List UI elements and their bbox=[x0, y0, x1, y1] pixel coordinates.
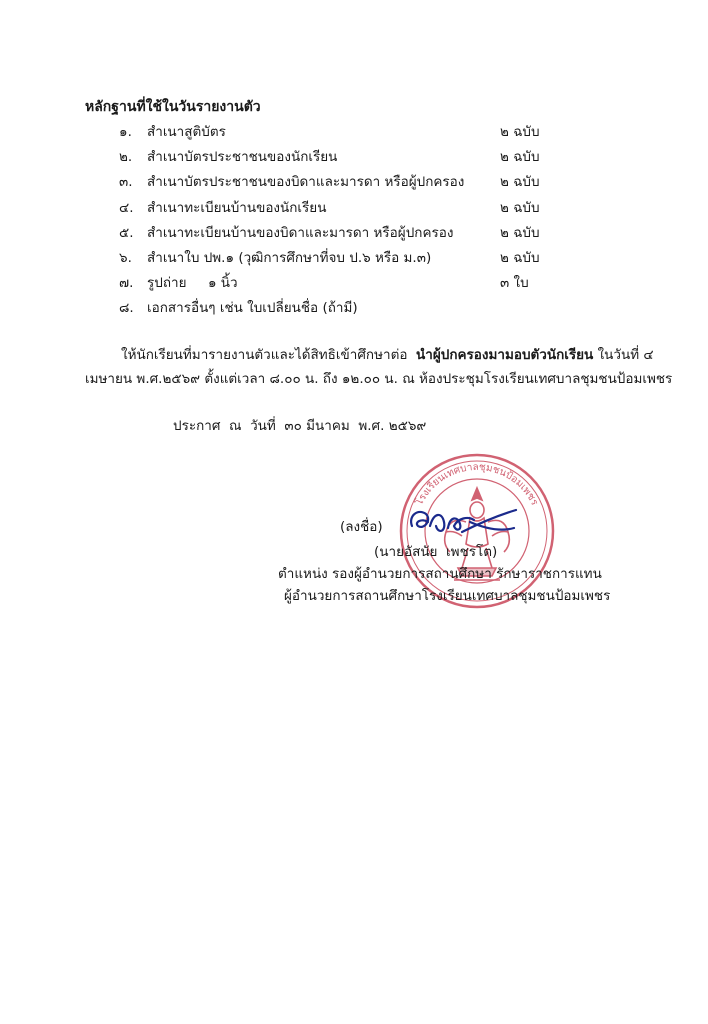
item-text: สำเนาสูติบัตร bbox=[147, 124, 226, 140]
item-text: สำเนาทะเบียนบ้านของนักเรียน bbox=[147, 199, 327, 216]
signatory-name: (นายอัสนัย เพชรโต) bbox=[374, 544, 498, 560]
signatory-position: ตำแหน่ง รองผู้อำนวยการสถานศึกษา รักษาราชการแทน bbox=[278, 566, 602, 582]
instruction-emphasis: นำผู้ปกครองมามอบตัวนักเรียน bbox=[416, 347, 594, 363]
list-item bbox=[119, 172, 569, 197]
instruction-paragraph-continued: เมษายน พ.ศ.๒๕๖๙ ตั้งแต่เวลา ๘.๐๐ น. ถึง ๑๒.๐๐ น. ณ ห้องประชุมโรงเรียนเทศบาลชุมชนป้อมเพชร bbox=[85, 371, 673, 387]
item-quantity: ๓ ใบ bbox=[500, 275, 529, 292]
list-item bbox=[119, 248, 569, 273]
list-item bbox=[119, 223, 569, 248]
list-item bbox=[119, 298, 569, 323]
item-number: ๓. bbox=[119, 174, 133, 191]
item-quantity: ๒ ฉบับ bbox=[500, 149, 540, 166]
section-heading: หลักฐานที่ใช้ในวันรายงานตัว bbox=[85, 99, 261, 115]
item-text: สำเนาบัตรประชาชนของนักเรียน bbox=[147, 149, 338, 166]
item-text: รูปถ่าย ๑ นิ้ว bbox=[147, 275, 238, 292]
item-quantity: ๒ ฉบับ bbox=[500, 174, 540, 191]
signature-label: (ลงชื่อ) bbox=[340, 519, 383, 535]
item-number: ๑. bbox=[119, 124, 132, 140]
list-item bbox=[119, 147, 569, 172]
item-number: ๖. bbox=[119, 249, 132, 266]
signatory-position-continued: ผู้อำนวยการสถานศึกษาโรงเรียนเทศบาลชุมชนป้อมเพชร bbox=[284, 588, 611, 604]
item-number: ๗. bbox=[119, 275, 134, 292]
instruction-text: ให้นักเรียนที่มารายงานตัวและได้สิทธิเข้าศึกษาต่อ bbox=[121, 347, 417, 363]
item-text: สำเนาทะเบียนบ้านของบิดาและมารดา หรือผู้ปกครอง bbox=[147, 224, 454, 241]
item-number: ๒. bbox=[119, 149, 133, 166]
list-item bbox=[119, 198, 569, 223]
seal-text: โรงเรียนเทศบาลชุมชนป้อมเพชร bbox=[414, 461, 540, 508]
item-number: ๘. bbox=[119, 300, 134, 317]
item-number: ๔. bbox=[119, 199, 134, 216]
item-quantity: ๒ ฉบับ bbox=[500, 124, 540, 140]
item-quantity: ๒ ฉบับ bbox=[500, 249, 540, 266]
list-item bbox=[119, 122, 569, 147]
item-quantity: ๒ ฉบับ bbox=[500, 224, 540, 241]
instruction-paragraph bbox=[85, 343, 654, 367]
announcement-date: ประกาศ ณ วันที่ ๓๐ มีนาคม พ.ศ. ๒๕๖๙ bbox=[173, 418, 427, 434]
item-text: สำเนาบัตรประชาชนของบิดาและมารดา หรือผู้ปกครอง bbox=[147, 174, 465, 191]
item-text: เอกสารอื่นๆ เช่น ใบเปลี่ยนชื่อ (ถ้ามี) bbox=[147, 300, 358, 317]
list-item bbox=[119, 273, 569, 298]
item-number: ๕. bbox=[119, 224, 134, 241]
requirements-list bbox=[119, 122, 569, 324]
instruction-date: ในวันที่ ๔ bbox=[593, 347, 654, 363]
item-text: สำเนาใบ ปพ.๑ (วุฒิการศึกษาที่จบ ป.๖ หรือ ม.๓) bbox=[147, 249, 432, 266]
item-quantity: ๒ ฉบับ bbox=[500, 199, 540, 216]
